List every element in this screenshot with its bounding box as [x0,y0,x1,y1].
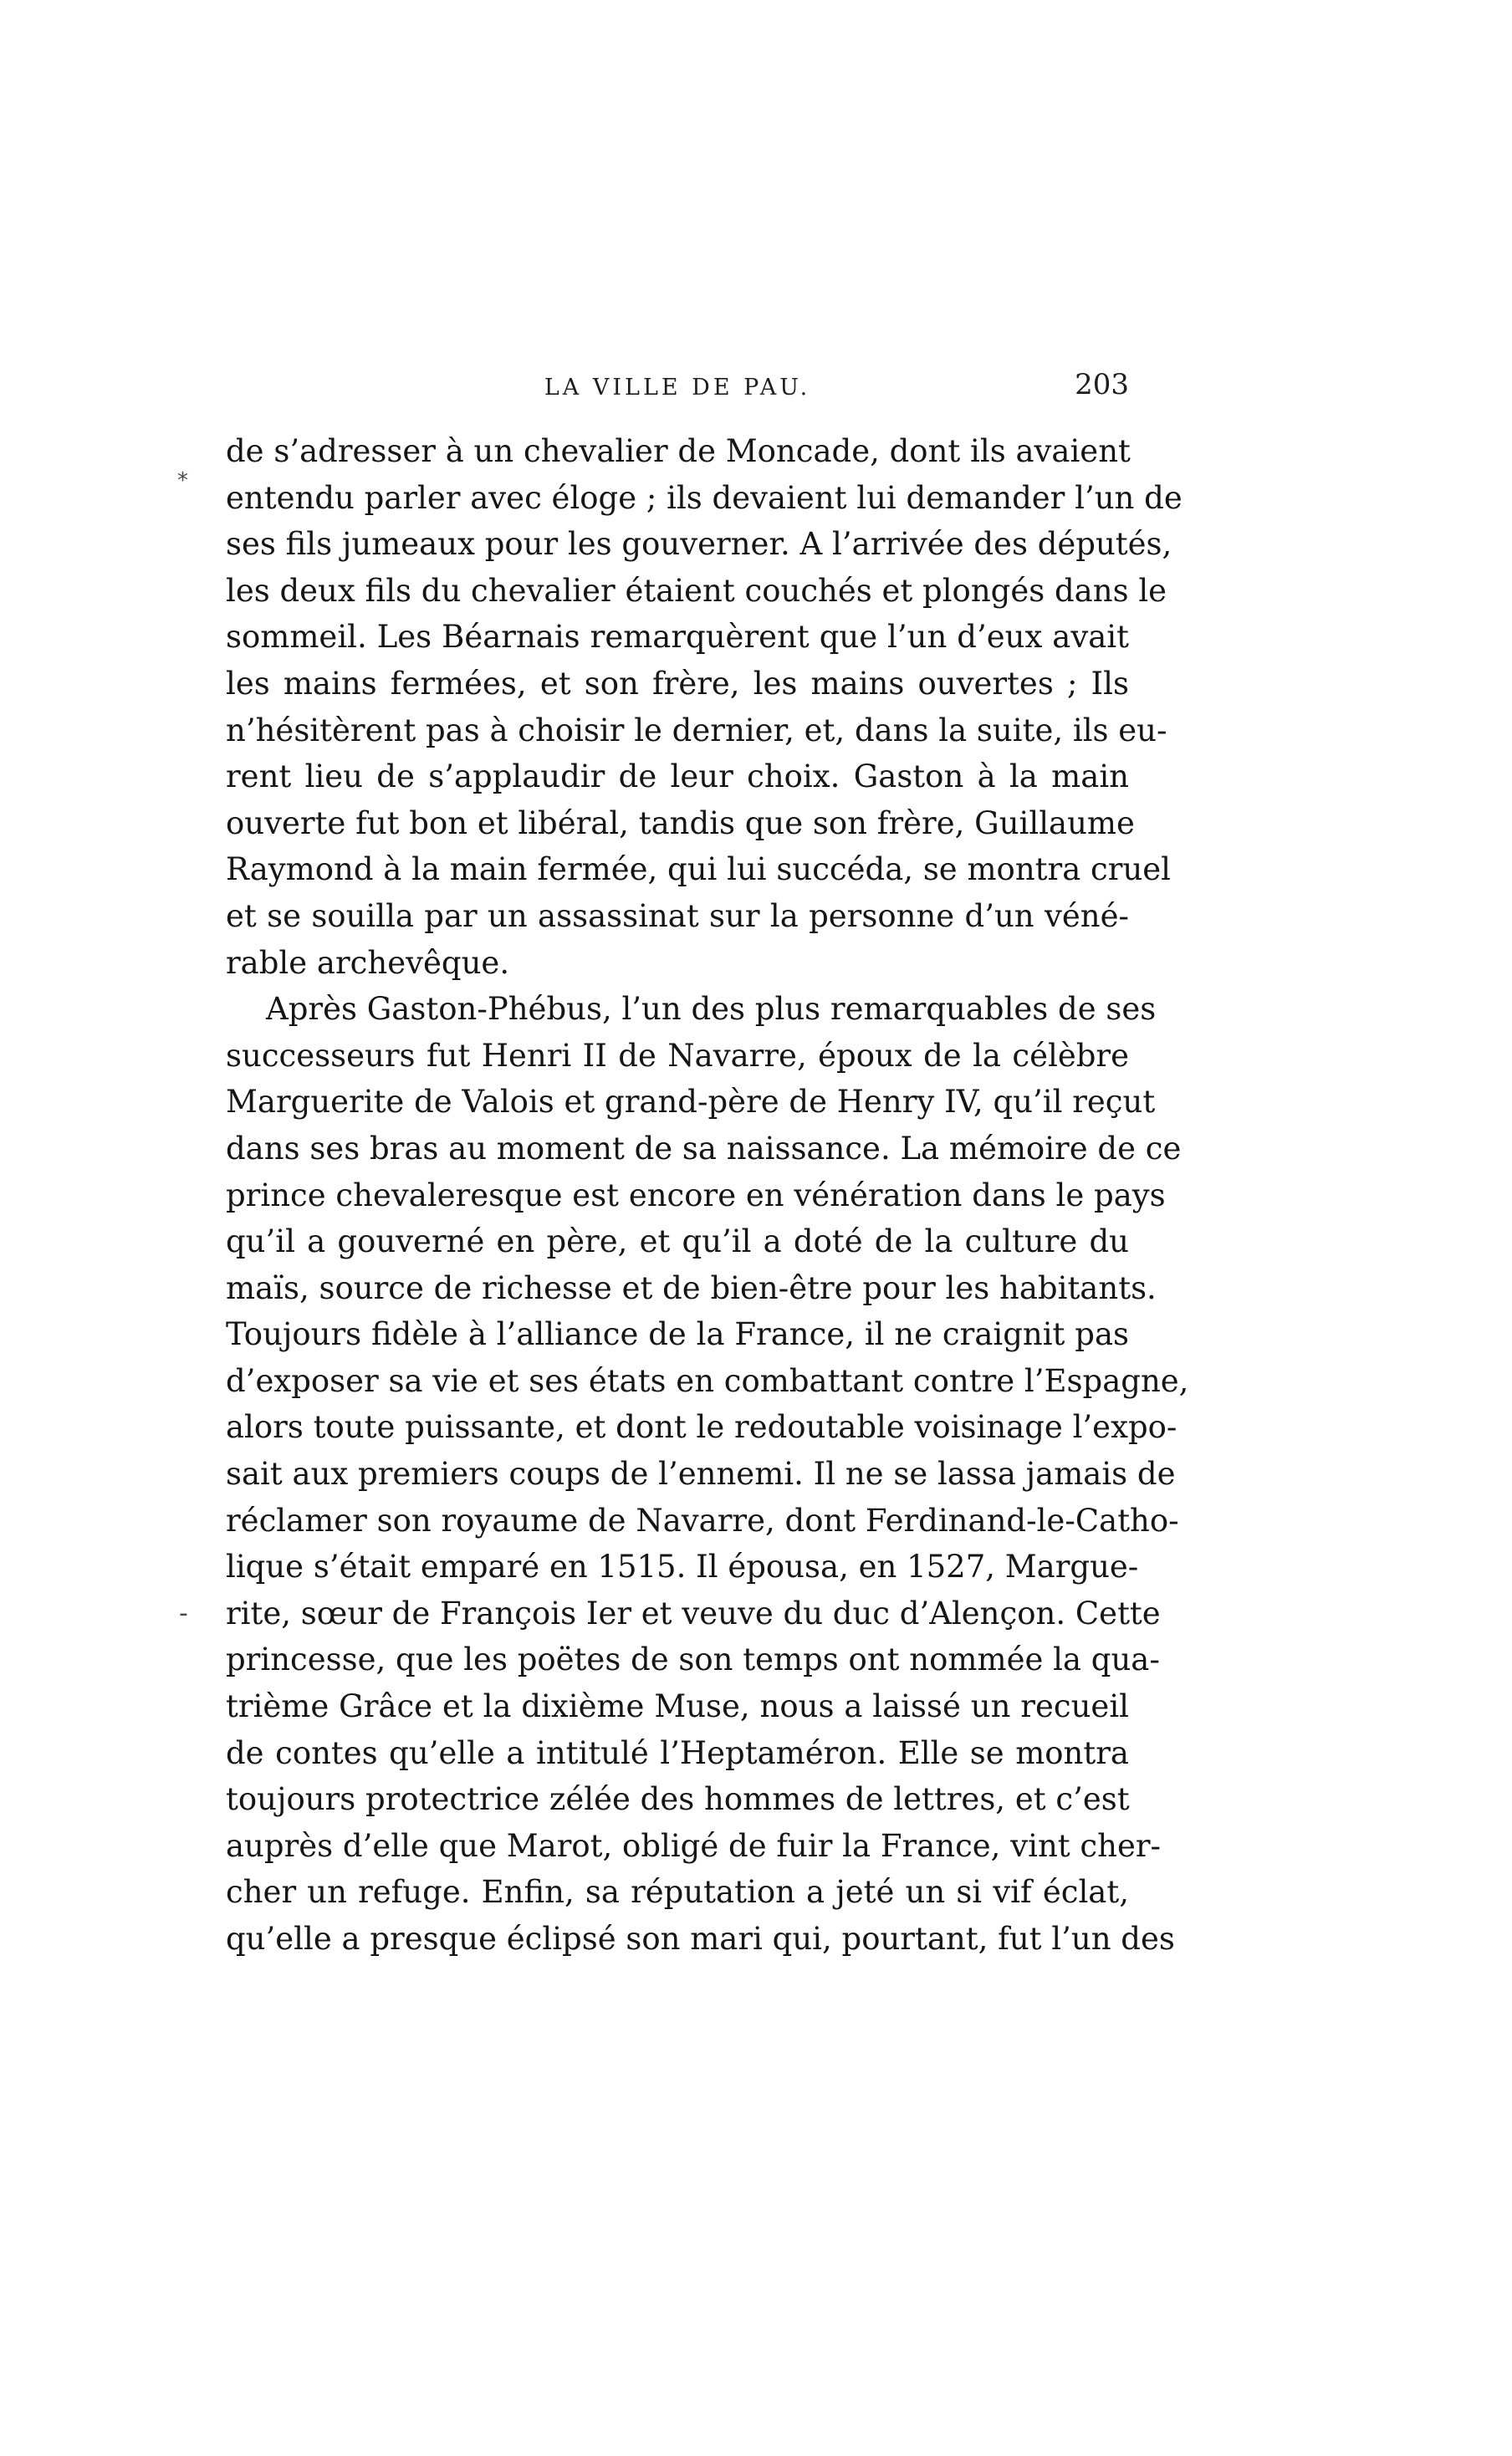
text-line: Raymond à la main fermée, qui lui succéda, se montra cruel [226,851,1171,888]
text-line: Marguerite de Valois et grand-père de Henry IV, qu’il reçut [226,1084,1156,1121]
text-line: réclamer son royaume de Navarre, dont Ferdinand-le-Catho- [226,1502,1179,1539]
text-line: entendu parler avec éloge ; ils devaient lui demander l’un de [226,479,1183,516]
text-line: les mains fermées, et son frère, les mains ouvertes ; Ils [226,665,1129,702]
running-title: LA VILLE DE PAU. [544,375,811,401]
text-line: rent lieu de s’applaudir de leur choix. Gaston à la main [226,758,1129,795]
text-line: ses fils jumeaux pour les gouverner. A l’arrivée des députés, [226,526,1172,563]
text-line: lique s’était emparé en 1515. Il épousa, en 1527, Margue- [226,1549,1139,1585]
text-line: Après Gaston-Phébus, l’un des plus remarquables de ses [266,991,1157,1028]
text-line: qu’elle a presque éclipsé son mari qui, pourtant, fut l’un des [226,1921,1175,1957]
text-line: rable archevêque. [226,944,510,981]
page-header [226,368,1129,425]
text-line: sommeil. Les Béarnais remarquèrent que l’un d’eux avait [226,619,1129,656]
text-line: maïs, source de richesse et de bien-être pour les habitants. [226,1269,1157,1306]
page-number: 203 [1075,368,1129,401]
text-line: cher un refuge. Enfin, sa réputation a jeté un si vif éclat, [226,1874,1129,1911]
text-line: rite, sœur de François Ier et veuve du duc d’Alençon. Cette [226,1595,1161,1631]
text-line: dans ses bras au moment de sa naissance. La mémoire de ce [226,1130,1182,1167]
text-line: n’hésitèrent pas à choisir le dernier, et, dans la suite, ils eu- [226,712,1167,748]
text-line: sait aux premiers coups de l’ennemi. Il ne se lassa jamais de [226,1456,1176,1493]
text-line: ouverte fut bon et libéral, tandis que son frère, Guillaume [226,804,1135,841]
text-line: Toujours fidèle à l’alliance de la France, il ne craignit pas [226,1316,1129,1353]
text-line: de contes qu’elle a intitulé l’Heptaméron. Elle se montra [226,1734,1129,1771]
text-line: d’exposer sa vie et ses états en combattant contre l’Espagne, [226,1362,1189,1399]
text-line: et se souilla par un assassinat sur la personne d’un véné- [226,897,1129,934]
text-line: les deux fils du chevalier étaient couchés et plongés dans le [226,572,1167,609]
text-line: toujours protectrice zélée des hommes de lettres, et c’est [226,1781,1130,1818]
text-line: prince chevaleresque est encore en vénération dans le pays [226,1177,1166,1213]
text-line: trième Grâce et la dixième Muse, nous a laissé un recueil [226,1688,1129,1725]
margin-asterisk-mark: * [177,468,188,493]
text-line: auprès d’elle que Marot, obligé de fuir la France, vint cher- [226,1827,1162,1864]
text-line: alors toute puissante, et dont le redoutable voisinage l’expo- [226,1409,1177,1446]
text-line: qu’il a gouverné en père, et qu’il a doté de la culture du [226,1223,1129,1260]
text-line: de s’adresser à un chevalier de Moncade, dont ils avaient [226,433,1131,469]
text-line: successeurs fut Henri II de Navarre, époux de la célèbre [226,1037,1129,1074]
margin-dash-mark: - [179,1599,188,1628]
text-line: princesse, que les poëtes de son temps ont nommée la qua- [226,1642,1160,1678]
body-text [226,428,1189,1963]
